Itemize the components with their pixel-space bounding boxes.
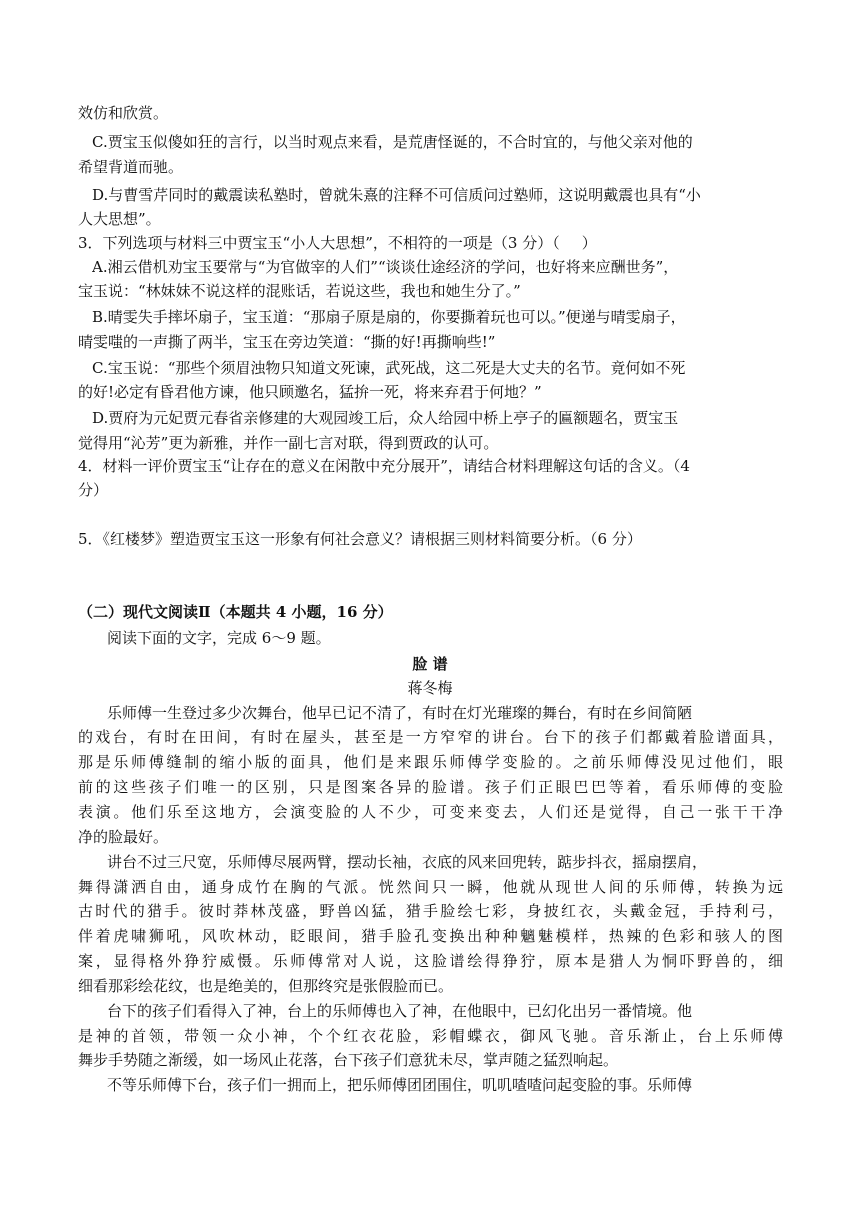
question-4-line2: 分） <box>78 481 109 499</box>
story-line: 乐师傅一生登过多少次舞台，他早已记不清了，有时在灯光璀璨的舞台，有时在乡间简陋 <box>107 704 693 722</box>
story-line: 舞得潇洒自由，通身成竹在胸的气派。恍然间只一瞬，他就从现世人间的乐师傅，转换为远 <box>78 878 783 896</box>
section-heading: （二）现代文阅读Ⅱ（本题共 4 小题，16 分） <box>78 603 393 621</box>
q3-option-c-line1: C.宝玉说：“那些个须眉浊物只知道文死谏，武死战，这二死是大丈夫的名节。竟何如不死 <box>92 359 686 377</box>
story-line: 那是乐师傅缝制的缩小版的面具，他们是来跟乐师傅学变脸的。之前乐师傅没见过他们，眼 <box>78 753 783 771</box>
story-line: 舞步手势随之渐缓，如一场风止花落，台下孩子们意犹未尽，掌声随之猛烈响起。 <box>78 1051 619 1069</box>
question-3-stem-text: 3．下列选项与材料三中贾宝玉“小人大思想”，不相符的一项是（3 分）（ <box>78 234 560 252</box>
q3-option-a-line1: A.湘云借机劝宝玉要常与“为官做宰的人们”“谈谈仕途经济的学问，也好将来应酬世务”， <box>92 258 679 276</box>
question-3-stem-close: ） <box>581 234 597 252</box>
story-line: 伴着虎啸狮吼，风吹林动，眨眼间，猎手脸孔变换出种种魑魅模样，热辣的色彩和骇人的图 <box>78 927 783 945</box>
story-line: 案，显得格外狰狞威慑。乐师傅常对人说，这脸谱绘得狰狞，原本是猎人为恫吓野兽的，细 <box>78 952 783 970</box>
q3-option-b-line2: 晴雯嗤的一声撕了两半，宝玉在旁边笑道：“撕的好!再撕响些!” <box>78 333 496 351</box>
q3-option-d-line1: D.贾府为元妃贾元春省亲修建的大观园竣工后，众人给园中桥上亭子的匾额题名，贾宝玉 <box>92 409 679 427</box>
q3-option-a-line2: 宝玉说：“林妹妹不说这样的混账话，若说这些，我也和她生分了。” <box>78 282 521 300</box>
q3-option-d-line2: 觉得用“沁芳”更为新雅，并作一副七言对联，得到贾政的认可。 <box>78 434 499 452</box>
option-c-line1: C.贾宝玉似傻如狂的言行，以当时观点来看，是荒唐怪诞的，不合时宜的，与他父亲对他的 <box>92 133 693 151</box>
story-line: 的戏台，有时在田间，有时在屋头，甚至是一方窄窄的讲台。台下的孩子们都戴着脸谱面具， <box>78 728 783 746</box>
story-title: 脸 谱 <box>412 655 448 673</box>
option-b-tail: 效仿和欣赏。 <box>78 104 169 122</box>
story-line: 净的脸最好。 <box>78 828 169 846</box>
story-line: 是神的首领，带领一众小神，个个红衣花脸，彩帽蝶衣，御风飞驰。音乐渐止，台上乐师傅 <box>78 1027 783 1045</box>
reading-instruction: 阅读下面的文字，完成 6～9 题。 <box>107 629 331 647</box>
question-5: 5．《红楼梦》塑造贾宝玉这一形象有何社会意义？请根据三则材料简要分析。（6 分） <box>78 530 642 548</box>
story-author: 蒋冬梅 <box>407 679 453 697</box>
story-line: 不等乐师傅下台，孩子们一拥而上，把乐师傅团团围住，叽叽喳喳问起变脸的事。乐师傅 <box>107 1076 693 1094</box>
story-line: 前的这些孩子们唯一的区别，只是图案各异的脸谱。孩子们正眼巴巴等着，看乐师傅的变脸 <box>78 778 783 796</box>
story-line: 表演。他们乐至这地方，会演变脸的人不少，可变来变去，人们还是觉得，自己一张干干净 <box>78 803 783 821</box>
question-4-line1: 4．材料一评价贾宝玉“让存在的意义在闲散中充分展开”，请结合材料理解这句话的含义。（4 <box>78 457 690 475</box>
option-d-line2: 人大思想”。 <box>78 210 161 228</box>
story-line: 讲台不过三尺宽，乐师傅尽展两臂，摆动长袖，衣底的风来回兜转，踮步抖衣，摇扇摆肩， <box>107 853 708 871</box>
story-line: 细看那彩绘花纹，也是绝美的，但那终究是张假脸而已。 <box>78 977 454 995</box>
option-d-line1: D.与曹雪芹同时的戴震读私塾时，曾就朱熹的注释不可信质问过塾师，这说明戴震也具有“小 <box>92 186 701 204</box>
q3-option-c-line2: 的好!必定有昏君他方谏，他只顾邀名，猛拚一死，将来弃君于何地？” <box>78 383 542 401</box>
story-line: 古时代的猎手。彼时莽林茂盛，野兽凶猛，猎手脸绘七彩，身披红衣，头戴金冠，手持利弓， <box>78 902 783 920</box>
question-3-stem <box>78 231 783 255</box>
q3-option-b-line1: B.晴雯失手摔坏扇子，宝玉道：“那扇子原是扇的，你要撕着玩也可以。”便递与晴雯扇子， <box>92 308 686 326</box>
option-c-line2: 希望背道而驰。 <box>78 158 184 176</box>
story-line: 台下的孩子们看得入了神，台上的乐师傅也入了神，在他眼中，已幻化出另一番情境。他 <box>107 1002 693 1020</box>
